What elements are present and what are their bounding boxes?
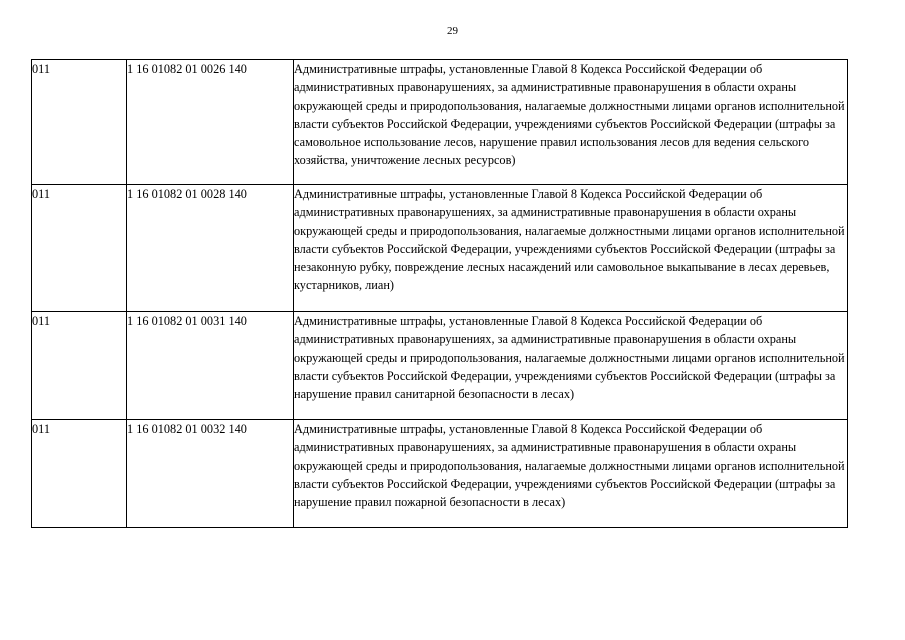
admin-code-cell: 011 <box>32 312 127 420</box>
admin-code-cell: 011 <box>32 60 127 185</box>
budget-code-cell: 1 16 01082 01 0026 140 <box>127 60 294 185</box>
table-row <box>32 420 848 528</box>
description-cell: Административные штрафы, установленные Главой 8 Кодекса Российской Федерации об административных правонарушениях, за административные правонарушения в области охраны окружающей среды и природопользования, налагаемые должностными лицами органов исполнительной власти субъектов Российской Федерации, учреждениями субъектов Российской Федерации (штрафы за незаконную рубку, повреждение лесных насаждений или самовольное выкапывание в лесах деревьев, кустарников, лиан) <box>294 185 848 312</box>
budget-code-cell: 1 16 01082 01 0028 140 <box>127 185 294 312</box>
description-cell: Административные штрафы, установленные Главой 8 Кодекса Российской Федерации об административных правонарушениях, за административные правонарушения в области охраны окружающей среды и природопользования, налагаемые должностными лицами органов исполнительной власти субъектов Российской Федерации, учреждениями субъектов Российской Федерации (штрафы за нарушение правил пожарной безопасности в лесах) <box>294 420 848 528</box>
budget-code-cell: 1 16 01082 01 0032 140 <box>127 420 294 528</box>
table-row <box>32 312 848 420</box>
description-cell: Административные штрафы, установленные Главой 8 Кодекса Российской Федерации об административных правонарушениях, за административные правонарушения в области охраны окружающей среды и природопользования, налагаемые должностными лицами органов исполнительной власти субъектов Российской Федерации, учреждениями субъектов Российской Федерации (штрафы за самовольное использование лесов, нарушение правил использования лесов для ведения сельского хозяйства, уничтожение лесных ресурсов) <box>294 60 848 185</box>
admin-code-cell: 011 <box>32 185 127 312</box>
budget-code-cell: 1 16 01082 01 0031 140 <box>127 312 294 420</box>
admin-code-cell: 011 <box>32 420 127 528</box>
page-number: 29 <box>447 25 458 37</box>
classification-table <box>31 59 848 528</box>
table-row <box>32 60 848 185</box>
description-cell: Административные штрафы, установленные Главой 8 Кодекса Российской Федерации об административных правонарушениях, за административные правонарушения в области охраны окружающей среды и природопользования, налагаемые должностными лицами органов исполнительной власти субъектов Российской Федерации, учреждениями субъектов Российской Федерации (штрафы за нарушение правил санитарной безопасности в лесах) <box>294 312 848 420</box>
table-row <box>32 185 848 312</box>
